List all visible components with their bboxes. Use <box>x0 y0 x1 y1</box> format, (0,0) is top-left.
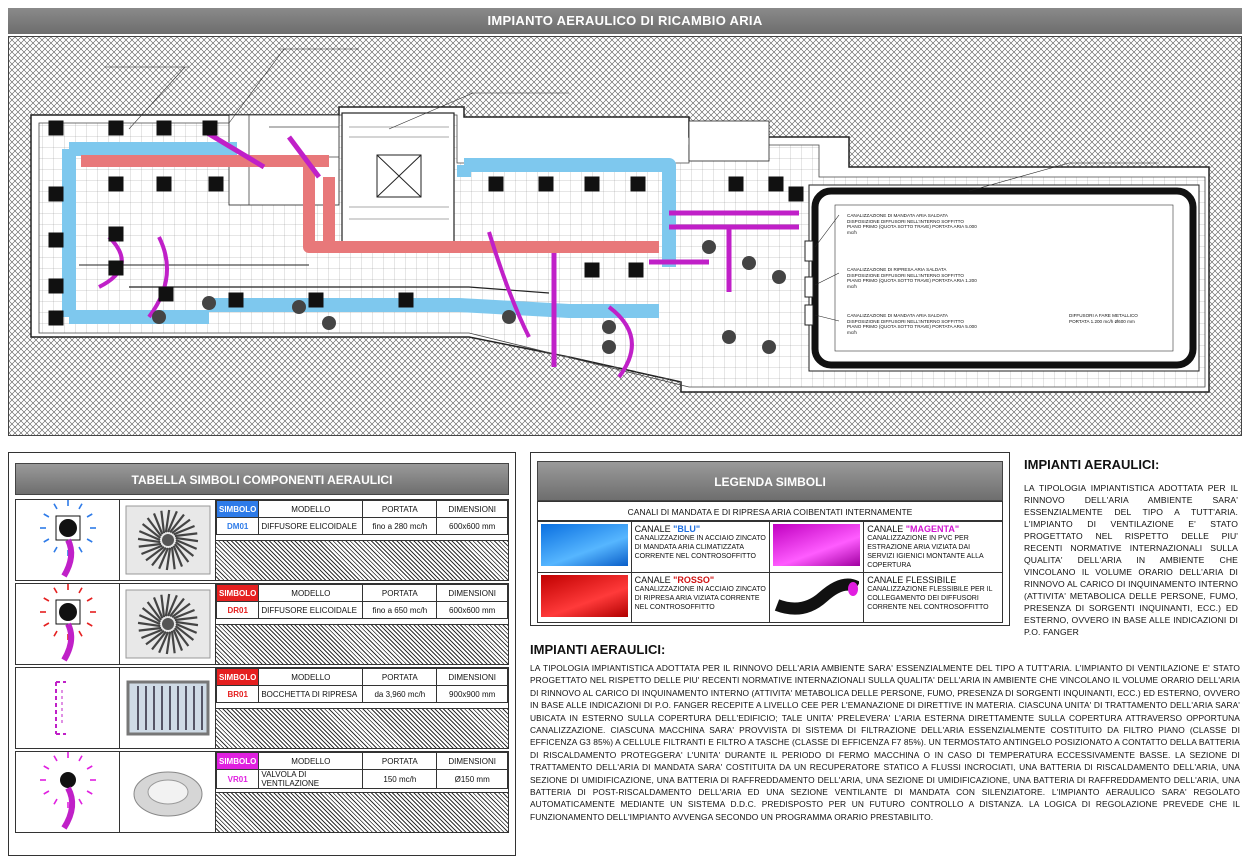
modello-header: MODELLO <box>259 585 363 602</box>
floor-plan-drawing <box>9 37 1242 436</box>
symbol-model: DIFFUSORE ELICOIDALE <box>259 602 363 619</box>
symbol-flow: 150 mc/h <box>363 770 437 789</box>
dimensioni-header: DIMENSIONI <box>437 753 508 770</box>
return-grille-icon <box>16 668 120 748</box>
symbol-code: DR01 <box>217 602 259 619</box>
side-heading: IMPIANTI AERAULICI: <box>1024 457 1160 472</box>
symbol-code: VR01 <box>217 770 259 789</box>
legend-item-magenta: CANALE "MAGENTA" CANALIZZAZIONE IN PVC PER ESTRAZIONE ARIA VIZIATA DAI SERVIZI IGIENICI MONTANTE ALLA COPERTURA <box>864 522 1003 573</box>
symbol-flow: fino a 650 mc/h <box>363 602 437 619</box>
simbolo-header: SIMBOLO <box>217 585 259 602</box>
plan-note-diffusers: DIFFUSORI A FARE METALLICO PORTATA 1.200 mc/h Ø600 mm <box>1069 313 1138 324</box>
helical-diffuser-supply-icon <box>16 500 120 580</box>
legend-panel <box>530 452 1010 626</box>
legend-subtitle: CANALI DI MANDATA E DI RIPRESA ARIA COIBENTATI INTERNAMENTE <box>537 501 1003 521</box>
symbol-spec-table <box>216 500 508 535</box>
symbol-size: 600x600 mm <box>437 602 508 619</box>
symbol-size: 900x900 mm <box>437 686 508 703</box>
hatch-fill <box>216 624 508 664</box>
plan-title: IMPIANTO AERAULICO DI RICAMBIO ARIA <box>8 8 1242 34</box>
hatch-fill <box>216 540 508 580</box>
modello-header: MODELLO <box>259 669 363 686</box>
simbolo-header: SIMBOLO <box>217 669 259 686</box>
product-photo-dr01 <box>120 584 216 664</box>
symbol-size: 600x600 mm <box>437 518 508 535</box>
legend-swatch-blue <box>538 522 632 573</box>
symbol-model: BOCCHETTA DI RIPRESA <box>259 686 363 703</box>
symbols-table-panel <box>8 452 516 856</box>
dimensioni-header: DIMENSIONI <box>437 501 508 518</box>
symbol-flow: fino a 280 mc/h <box>363 518 437 535</box>
plan-note-supply-2: CANALIZZAZIONE DI MANDATA ARIA SALDATA DISPOSIZIONE DIFFUSORI NELL'INTERNO SOFFITTO PIANO PRIMO (QUOTA SOTTO TRAVE) PORTATA ARIA 5.000 mc/h <box>847 313 977 335</box>
portata-header: PORTATA <box>363 669 437 686</box>
legend-item-red: CANALE "ROSSO" CANALIZZAZIONE IN ACCIAIO ZINCATO DI RIPRESA ARIA VIZIATA CORRENTE NEL CONTROSOFFITTO <box>631 573 770 623</box>
symbol-row-dm01 <box>15 499 509 581</box>
portata-header: PORTATA <box>363 753 437 770</box>
dimensioni-header: DIMENSIONI <box>437 585 508 602</box>
symbol-spec-table <box>216 752 508 789</box>
floor-plan <box>8 36 1242 436</box>
simbolo-header: SIMBOLO <box>217 753 259 770</box>
dimensioni-header: DIMENSIONI <box>437 669 508 686</box>
main-heading: IMPIANTI AERAULICI: <box>530 642 666 657</box>
plan-note-supply-1: CANALIZZAZIONE DI MANDATA ARIA SALDATA DISPOSIZIONE DIFFUSORI NELL'INTERNO SOFFITTO PIANO PRIMO (QUOTA SOTTO TRAVE) PORTATA ARIA 5.000 mc/h <box>847 213 977 235</box>
portata-header: PORTATA <box>363 501 437 518</box>
symbol-row-vr01 <box>15 751 509 833</box>
legend-item-blue: CANALE "BLU" CANALIZZAZIONE IN ACCIAIO ZINCATO DI MANDATA ARIA CLIMATIZZATA CORRENTE NEL CONTROSOFFITTO <box>631 522 770 573</box>
side-body: LA TIPOLOGIA IMPIANTISTICA ADOTTATA PER IL RINNOVO DELL'ARIA AMBIENTE SARA' ESSENZIALMENTE DEL TIPO A TUTT'ARIA. L'IMPIANTO DI VENTILAZIONE E' STATO PROGETTATO NEL RISPETTO DELLE PIU' RECENTI NORMATIVE INTERNAZIONALI SULLA QUALITA' DELL'ARIA IN AMBIENTE CHE VINCOLANO IL VOLUME ORARIO DELL'ARIA DI RINNOVO AL CARICO DI INQUINAMENTO INTERNO (ATTIVITA' METABOLICA DELLE PERSONE, FUMO, PRESENZA DI SORGENTI INQUINANTI, ECC.) ED ESTERNO, OVVERO IN BASE ALLE INDICAZIONI DI P.O. FANGER <box>1024 483 1238 637</box>
legend-swatch-flexible <box>770 573 864 623</box>
legend-item-flexible: CANALE FLESSIBILE CANALIZZAZIONE FLESSIBILE PER IL COLLEGAMENTO DEI DIFFUSORI CORRENTE NEL CONTROSOFFITTO <box>864 573 1003 623</box>
symbol-code: BR01 <box>217 686 259 703</box>
product-photo-vr01 <box>120 752 216 832</box>
symbol-row-br01 <box>15 667 509 749</box>
symbol-row-dr01 <box>15 583 509 665</box>
product-photo-dm01 <box>120 500 216 580</box>
modello-header: MODELLO <box>259 501 363 518</box>
portata-header: PORTATA <box>363 585 437 602</box>
legend-title: LEGENDA SIMBOLI <box>537 461 1003 501</box>
helical-diffuser-return-icon <box>16 584 120 664</box>
modello-header: MODELLO <box>259 753 363 770</box>
legend-swatch-red <box>538 573 632 623</box>
main-body: LA TIPOLOGIA IMPIANTISTICA ADOTTATA PER IL RINNOVO DELL'ARIA AMBIENTE SARA' ESSENZIALMENTE DEL TIPO A TUTT'ARIA. L'IMPIANTO DI VENTILAZIONE E' STATO PROGETTATO NEL RISPETTO DELLE PIU' RECENTI NORMATIVE INTERNAZIONALI SULLA QUALITA' DELL'ARIA IN AMBIENTE CHE VINCOLANO IL VOLUME ORARIO DELL'ARIA DI RINNOVO AL CARICO DI INQUINAMENTO INTERNO (ATTIVITA' METABOLICA DELLE PERSONE, FUMO, PRESENZA DI SORGENTI INQUINANTI, ECC.) ED ESTERNO, OVVERO IN BASE ALLE INDICAZIONI DI P.O. FANGER RECEPITE A LIVELLO CEE PER L'EMANAZIONE DI DIRETTIVE IN MATERIA. CIASCUNA UNITA' DI TRATTAMENTO DELL'ARIA SARA' UBICATA IN ESTERNO SULLA COPERTURA DELL'EDIFICIO; TALE UNITA' PRELEVERA' L'ARIA ESTERNA DIRETTAMENTE SULLA COPERTURA ATTRAVERSO OPPORTUNA CANALIZZAZIONE. CIASCUNA MACCHINA SARA' PROVVISTA DI SISTEMA DI FILTRAZIONE DELL'ARIA ESSENZIALMENTE COSTITUITO DA FILTRO PIANO (CLASSE DI EFFICENZA G3 85%) A CELLULE FILTRANTI E FILTRO A TASCHE (CLASSE DI EFFICENZA F7 85%). UN TERMOSTATO ANTINGELO POSIZIONATO A CONTATTO DELLA BATTERIA DI RISCALDAMENTO PROTEGGERA' L'UNITA' DURANTE IL PERIODO DI FERMO MACCHINA O IN CASO DI TEMPERATURA ECCESSIVAMENTE BASSE. LA SEZIONE DI TRATTAMENTO DELL'ARIA DI MANDATA SARA' COSTITUITA DA UN RECUPERATORE STATICO A FLUSSI INCROCIATI, UNA BATTERIA DI RISCALDAMENTO DELL'ARIA, UNA SEZIONE DI UMIDIFICAZIONE, UNA BATTERIA DI RAFFREDDAMENTO DELL'ARIA, UNA SEZIONE DI UMIDIFICAZIONE, UNA BATTERIA DI RAFFREDDAMENTO DELL'ARIA, UNA BATTERIA DI POST-RISCALDAMENTO DELL'ARIA ED UNA SEZIONE VENTILANTE DI MANDATA CON SILENZIATORE. L'IMPIANTO AERAULICO SARA' REGOLATO AUTOMATICAMENTE MEDIANTE UN SISTEMA D.D.C. PREDISPOSTO PER UN FUTURO CONTROLLO A DISTANZA. LA LOGICA DI REGOLAZIONE PREVEDE CHE IL FUNZIONAMENTO DELL'IMPIANTO AVVENGA SECONDO UN PROGRAMMA ORARIO PRESTABILITO. <box>530 663 1240 822</box>
symbol-code: DM01 <box>217 518 259 535</box>
symbols-table-title: TABELLA SIMBOLI COMPONENTI AERAULICI <box>15 463 509 495</box>
product-photo-br01 <box>120 668 216 748</box>
legend-table <box>537 521 1003 623</box>
plan-note-return: CANALIZZAZIONE DI RIPRESA ARIA SALDATA DISPOSIZIONE DIFFUSORI NELL'INTERNO SOFFITTO PIANO PRIMO (QUOTA SOTTO TRAVE) PORTATA ARIA 1.200 mc/h <box>847 267 977 289</box>
simbolo-header: SIMBOLO <box>217 501 259 518</box>
hatch-fill <box>216 708 508 748</box>
symbol-model: DIFFUSORE ELICOIDALE <box>259 518 363 535</box>
symbol-model: VALVOLA DI VENTILAZIONE <box>259 770 363 789</box>
symbol-spec-table <box>216 584 508 619</box>
symbol-size: Ø150 mm <box>437 770 508 789</box>
symbol-spec-table <box>216 668 508 703</box>
legend-swatch-magenta <box>770 522 864 573</box>
ventilation-valve-icon <box>16 752 120 832</box>
flexible-duct-icon <box>773 575 859 617</box>
symbol-flow: da 3,960 mc/h <box>363 686 437 703</box>
hatch-fill <box>216 792 508 832</box>
